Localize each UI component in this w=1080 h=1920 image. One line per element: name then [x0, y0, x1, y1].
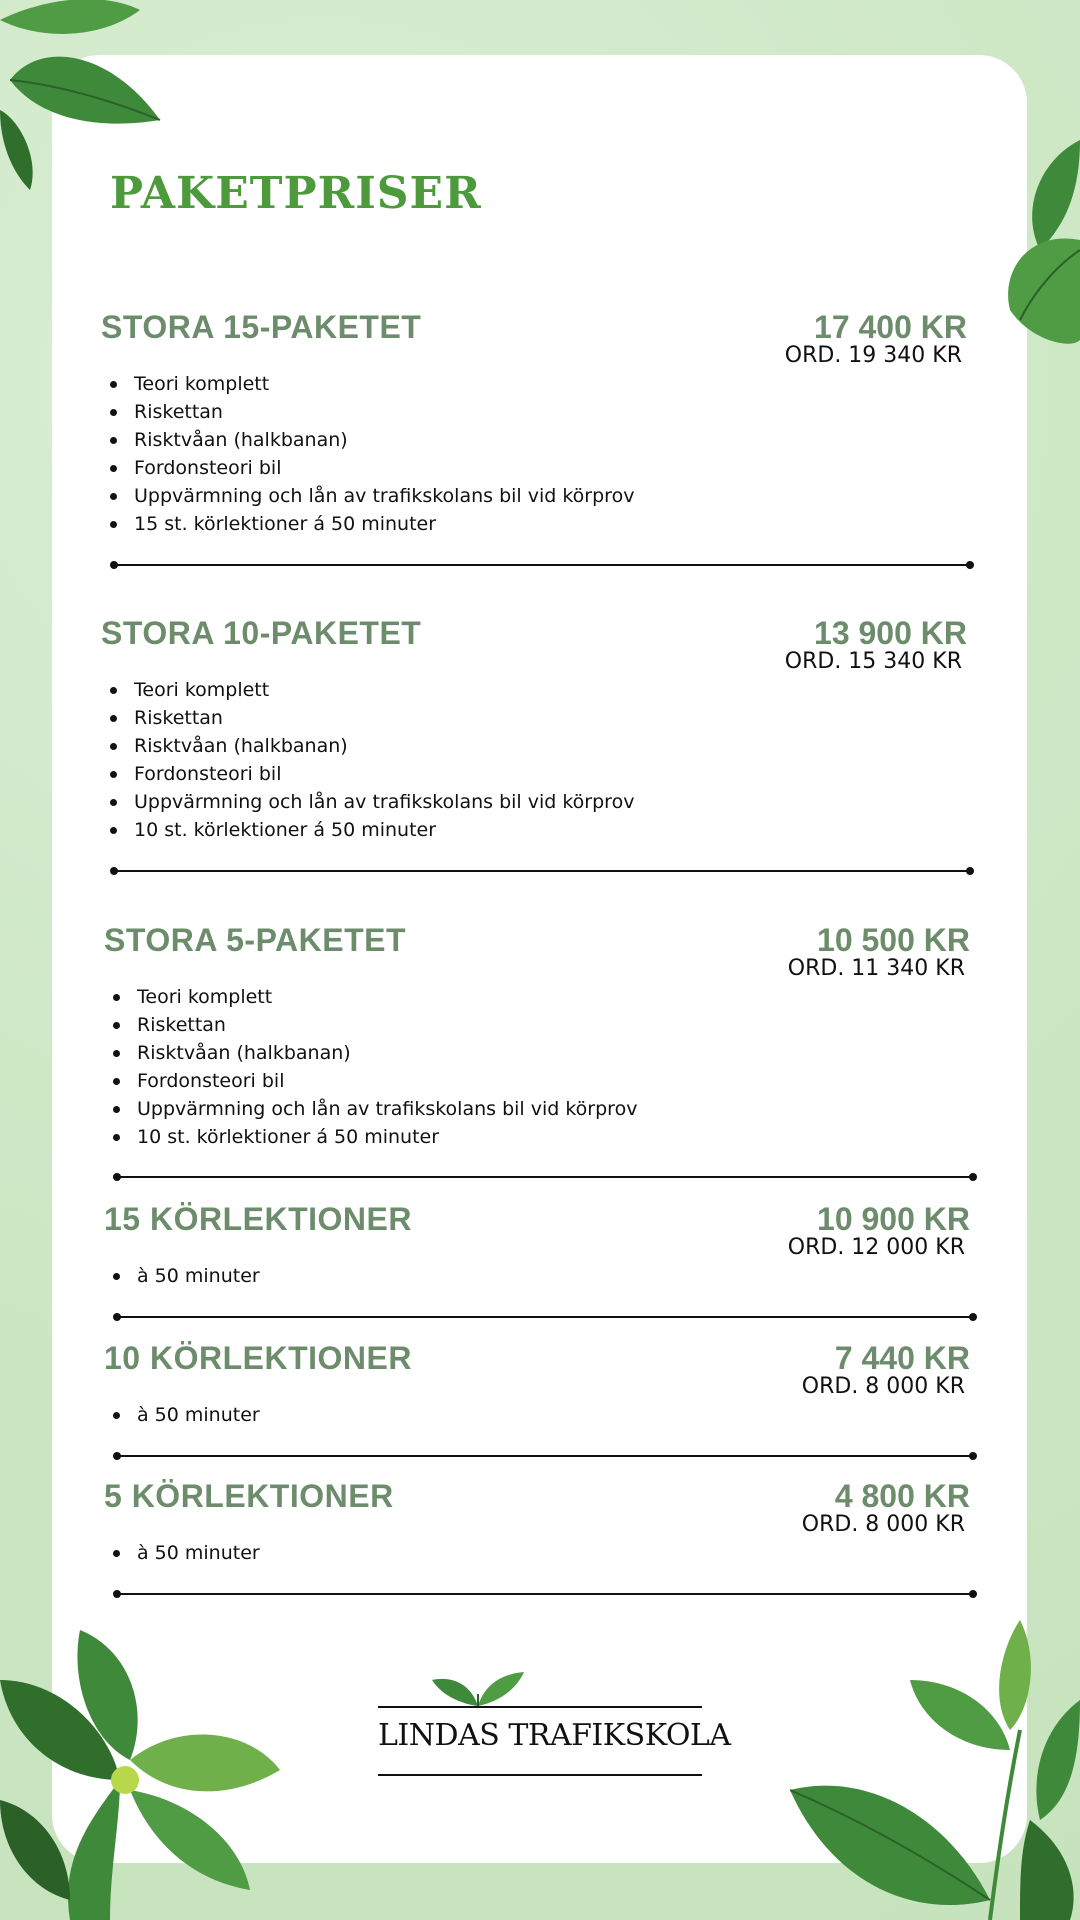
logo-top-rule: [378, 1706, 702, 1708]
section-divider: [114, 564, 970, 566]
list-item: à 50 minuter: [113, 1539, 260, 1567]
package-price: 13 900 KR: [814, 615, 967, 651]
list-item: Teori komplett: [110, 676, 634, 704]
package-name: 10 KÖRLEKTIONER: [104, 1340, 412, 1376]
page-title: PAKETPRISER: [110, 168, 482, 219]
package-name: STORA 5-PAKETET: [104, 922, 407, 958]
list-item: 10 st. körlektioner á 50 minuter: [110, 816, 634, 844]
list-item: Riskettan: [110, 398, 634, 426]
package-price: 10 900 KR: [817, 1201, 970, 1237]
list-item: Fordonsteori bil: [110, 454, 634, 482]
leaf-bottom-left-decoration: [0, 1620, 290, 1920]
package-price: 17 400 KR: [814, 309, 967, 345]
feature-list: [110, 370, 634, 538]
leaf-bottom-right-decoration: [790, 1620, 1080, 1920]
feature-list: [113, 1262, 260, 1290]
section-divider: [114, 870, 970, 872]
section-divider: [117, 1176, 973, 1178]
package-price: 4 800 KR: [834, 1478, 970, 1514]
list-item: 10 st. körlektioner á 50 minuter: [113, 1123, 637, 1151]
feature-list: [113, 983, 637, 1151]
package-ordinary-price: ORD. 8 000 KR: [801, 1374, 965, 1399]
package-ordinary-price: ORD. 12 000 KR: [787, 1235, 965, 1260]
package-name: 15 KÖRLEKTIONER: [104, 1201, 412, 1237]
package-ordinary-price: ORD. 8 000 KR: [801, 1512, 965, 1537]
list-item: Teori komplett: [113, 983, 637, 1011]
package-name: STORA 15-PAKETET: [101, 309, 422, 345]
list-item: 15 st. körlektioner á 50 minuter: [110, 510, 634, 538]
package-name: 5 KÖRLEKTIONER: [104, 1478, 394, 1514]
list-item: Uppvärmning och lån av trafikskolans bil vid körprov: [110, 482, 634, 510]
list-item: Fordonsteori bil: [110, 760, 634, 788]
sprout-icon: [432, 1672, 524, 1708]
package-ordinary-price: ORD. 15 340 KR: [784, 649, 962, 674]
section-divider: [117, 1593, 973, 1595]
list-item: à 50 minuter: [113, 1262, 260, 1290]
section-divider: [117, 1455, 973, 1457]
package-price: 10 500 KR: [817, 922, 970, 958]
logo-text: LINDAS TRAFIKSKOLA: [378, 1718, 731, 1753]
list-item: Risktvåan (halkbanan): [110, 426, 634, 454]
leaf-top-right-decoration: [990, 140, 1080, 350]
feature-list: [113, 1401, 260, 1429]
list-item: Risktvåan (halkbanan): [110, 732, 634, 760]
logo: [378, 1672, 731, 1776]
list-item: Teori komplett: [110, 370, 634, 398]
list-item: Riskettan: [113, 1011, 637, 1039]
feature-list: [110, 676, 634, 844]
section-divider: [117, 1316, 973, 1318]
list-item: Risktvåan (halkbanan): [113, 1039, 637, 1067]
list-item: Riskettan: [110, 704, 634, 732]
list-item: à 50 minuter: [113, 1401, 260, 1429]
package-name: STORA 10-PAKETET: [101, 615, 422, 651]
list-item: Uppvärmning och lån av trafikskolans bil vid körprov: [113, 1095, 637, 1123]
package-ordinary-price: ORD. 11 340 KR: [787, 956, 965, 981]
package-price: 7 440 KR: [834, 1340, 970, 1376]
list-item: Uppvärmning och lån av trafikskolans bil vid körprov: [110, 788, 634, 816]
package-ordinary-price: ORD. 19 340 KR: [784, 343, 962, 368]
feature-list: [113, 1539, 260, 1567]
logo-bottom-rule: [378, 1774, 702, 1776]
list-item: Fordonsteori bil: [113, 1067, 637, 1095]
